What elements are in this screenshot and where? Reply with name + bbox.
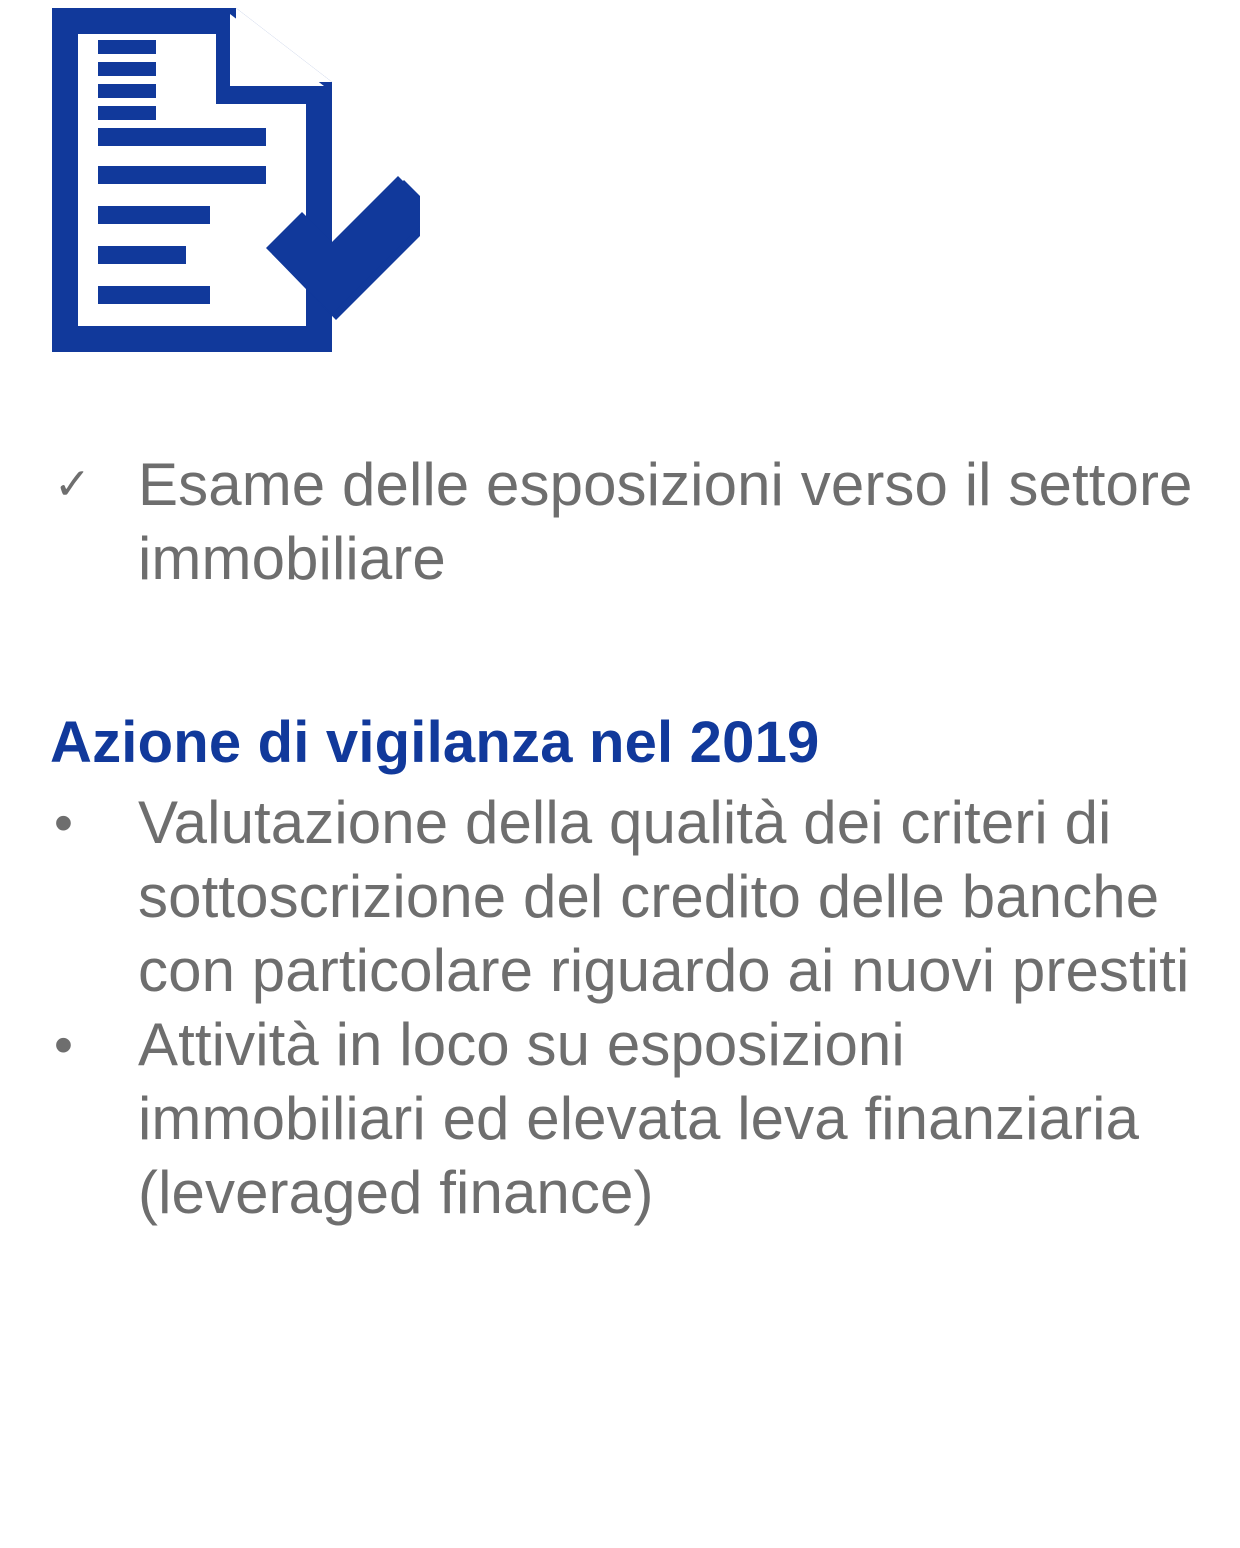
bullet-dot-icon: • xyxy=(54,793,73,853)
list-item-label: Attività in loco su esposizioni immobiliari ed elevata leva finanziaria (leveraged finance) xyxy=(138,1011,1140,1226)
list-item-label: Valutazione della qualità dei criteri di sottoscrizione del credito delle banche con particolare riguardo ai nuovi prestiti xyxy=(138,789,1190,1004)
spacer xyxy=(38,596,1203,708)
check-icon: ✓ xyxy=(54,460,91,509)
list-item xyxy=(38,786,1203,1008)
bullet-dot-icon: • xyxy=(54,1015,73,1075)
section-heading: Azione di vigilanza nel 2019 xyxy=(50,710,820,775)
document-check-icon xyxy=(40,0,420,370)
list-item xyxy=(38,1008,1203,1230)
list-item xyxy=(38,448,1203,596)
list-item-label: Esame delle esposizioni verso il settore immobiliare xyxy=(138,451,1193,592)
slide-content xyxy=(38,448,1203,1230)
